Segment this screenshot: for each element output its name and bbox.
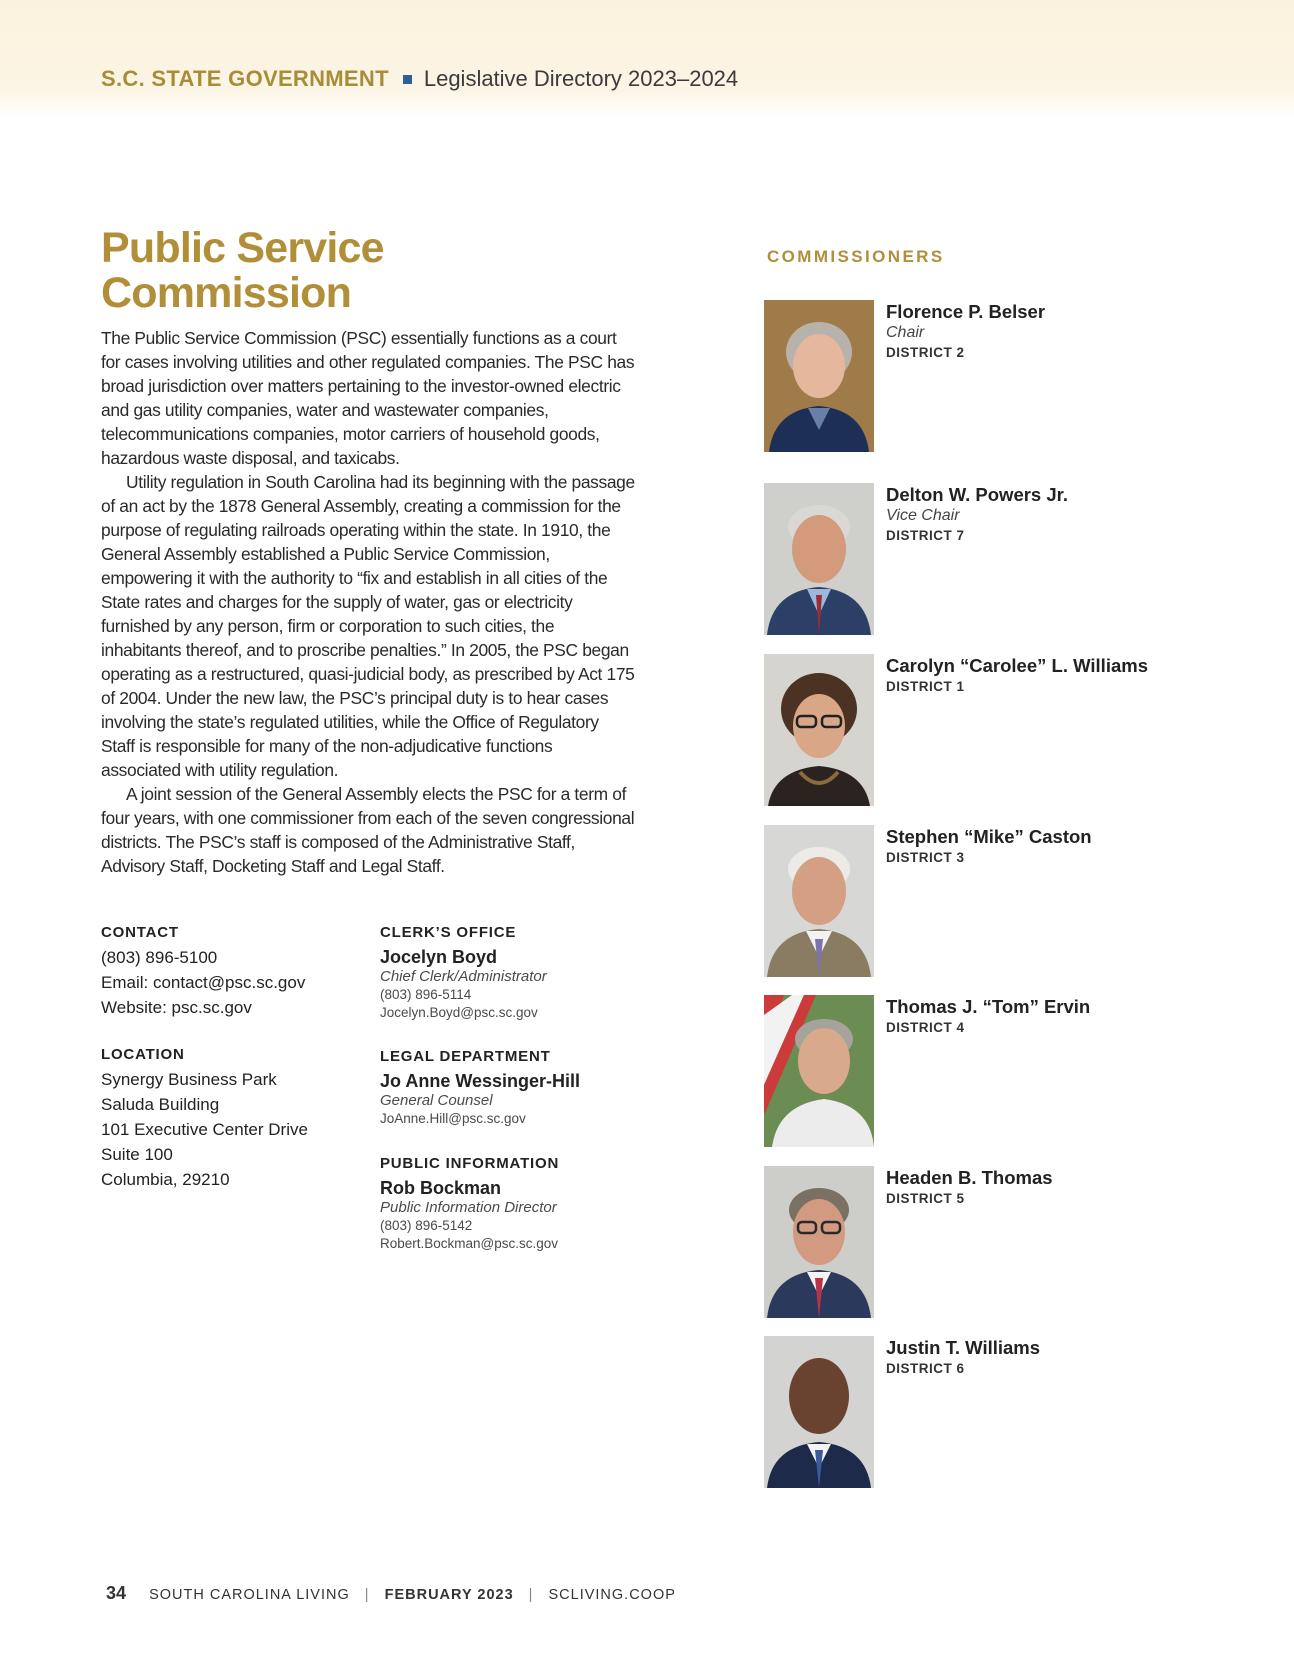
footer-site: SCLIVING.COOP — [548, 1587, 676, 1603]
commissioner-card — [764, 654, 1264, 806]
location-line: Synergy Business Park — [101, 1070, 277, 1089]
commissioner-card — [764, 995, 1264, 1147]
public-info-phone: (803) 896-5142 — [380, 1218, 473, 1233]
commissioner-photo — [764, 1166, 874, 1318]
location-line: 101 Executive Center Drive — [101, 1120, 308, 1139]
commissioner-photo — [764, 654, 874, 806]
contact-block — [101, 924, 305, 1020]
commissioner-card — [764, 825, 1264, 977]
commissioner-name: Carolyn “Carolee” L. Williams — [886, 655, 1148, 676]
public-info-block — [380, 1155, 559, 1253]
commissioner-card — [764, 300, 1264, 452]
body-paragraph-3: A joint session of the General Assembly elects the PSC for a term of four years, with one commissioner from each of the seven congressional districts. The PSC’s staff is composed of the Administrative Staff, Advisory Staff, Docketing Staff and Legal Staff. — [101, 784, 635, 876]
commissioner-photo — [764, 1336, 874, 1488]
clerk-phone: (803) 896-5114 — [380, 987, 472, 1002]
commissioner-name: Stephen “Mike” Caston — [886, 826, 1092, 847]
commissioner-district: DISTRICT 6 — [886, 1361, 965, 1376]
commissioner-district: DISTRICT 4 — [886, 1020, 965, 1035]
contact-email: Email: contact@psc.sc.gov — [101, 973, 306, 992]
commissioner-card — [764, 483, 1264, 635]
location-block — [101, 1046, 308, 1192]
commissioner-district: DISTRICT 5 — [886, 1191, 965, 1206]
commissioner-photo — [764, 825, 874, 977]
commissioner-card — [764, 1336, 1264, 1488]
commissioner-card — [764, 1166, 1264, 1318]
page-number: 34 — [106, 1583, 127, 1603]
header-band — [0, 0, 1294, 118]
clerk-heading: CLERK’S OFFICE — [380, 924, 517, 941]
commissioner-district: DISTRICT 1 — [886, 679, 965, 694]
contact-website: Website: psc.sc.gov — [101, 998, 252, 1017]
body-paragraph-2: Utility regulation in South Carolina had its beginning with the passage of an act by the 1878 General Assembly, creating a commission for the purpose of regulating railroads operating within the state. In 1910, the General Assembly established a Public Service Commission, empowering it with the authority to “fix and establish in all cities of the State rates and charges for the supply of water, gas or electricity furnished by any person, firm or corporation to such cities, the inhabitants thereof, and to proscribe penalties.” In 2005, the PSC began operating as a restructured, quasi-judicial body, as prescribed by Act 175 of 2004. Under the new law, the PSC’s principal duty is to hear cases involving the state’s regulated utilities, while the Office of Regulatory Staff is responsible for many of the non-adjudicative functions associated with utility regulation. — [101, 472, 635, 780]
legal-block — [380, 1048, 580, 1128]
clerk-email: Jocelyn.Boyd@psc.sc.gov — [380, 1005, 538, 1020]
commissioner-name: Thomas J. “Tom” Ervin — [886, 996, 1091, 1017]
legal-role: General Counsel — [380, 1092, 493, 1109]
clerk-role: Chief Clerk/Administrator — [380, 968, 547, 985]
location-heading: LOCATION — [101, 1046, 185, 1063]
contact-phone: (803) 896-5100 — [101, 948, 218, 967]
clerk-block — [380, 924, 547, 1022]
commissioner-name: Delton W. Powers Jr. — [886, 484, 1068, 505]
commissioner-title: Chair — [886, 324, 925, 341]
legal-name: Jo Anne Wessinger-Hill — [380, 1071, 581, 1091]
commissioner-photo — [764, 300, 874, 452]
location-line: Columbia, 29210 — [101, 1170, 230, 1189]
legal-email: JoAnne.Hill@psc.sc.gov — [380, 1111, 526, 1126]
square-bullet-icon — [403, 75, 412, 84]
page-footer — [106, 1583, 676, 1604]
public-info-name: Rob Bockman — [380, 1178, 502, 1198]
commissioner-photo — [764, 995, 874, 1147]
footer-magazine: SOUTH CAROLINA LIVING — [149, 1587, 350, 1603]
running-head — [101, 66, 738, 92]
commissioners-heading: COMMISSIONERS — [767, 247, 945, 266]
footer-issue: FEBRUARY 2023 — [384, 1587, 514, 1603]
legal-heading: LEGAL DEPARTMENT — [380, 1048, 551, 1065]
public-info-role: Public Information Director — [380, 1199, 557, 1216]
commissioner-title: Vice Chair — [886, 507, 960, 524]
page-title — [101, 226, 384, 316]
commissioner-district: DISTRICT 2 — [886, 345, 965, 360]
public-info-heading: PUBLIC INFORMATION — [380, 1155, 560, 1172]
commissioner-name: Justin T. Williams — [886, 1337, 1041, 1358]
clerk-name: Jocelyn Boyd — [380, 947, 498, 967]
footer-divider: | — [528, 1587, 534, 1603]
page-title-line-1: Public Service — [101, 224, 384, 272]
commissioner-name: Headen B. Thomas — [886, 1167, 1053, 1188]
location-line: Saluda Building — [101, 1095, 220, 1114]
contact-heading: CONTACT — [101, 924, 179, 941]
body-copy — [101, 326, 636, 878]
location-line: Suite 100 — [101, 1145, 173, 1164]
commissioner-photo — [764, 483, 874, 635]
body-paragraph-1: The Public Service Commission (PSC) essentially functions as a court for cases involving utilities and other regulated companies. The PSC has broad jurisdiction over matters pertaining to the investor-owned electric and gas utility companies, water and wastewater companies, telecommunications companies, motor carriers of household goods, hazardous waste disposal, and taxicabs. — [101, 328, 635, 468]
footer-divider: | — [364, 1587, 370, 1603]
public-info-email: Robert.Bockman@psc.sc.gov — [380, 1236, 559, 1251]
commissioner-district: DISTRICT 7 — [886, 528, 965, 543]
commissioner-district: DISTRICT 3 — [886, 850, 965, 865]
running-head-publication: Legislative Directory 2023–2024 — [423, 66, 739, 91]
running-head-section: S.C. STATE GOVERNMENT — [101, 66, 389, 91]
commissioner-name: Florence P. Belser — [886, 301, 1046, 322]
page-title-line-2: Commission — [101, 269, 352, 317]
